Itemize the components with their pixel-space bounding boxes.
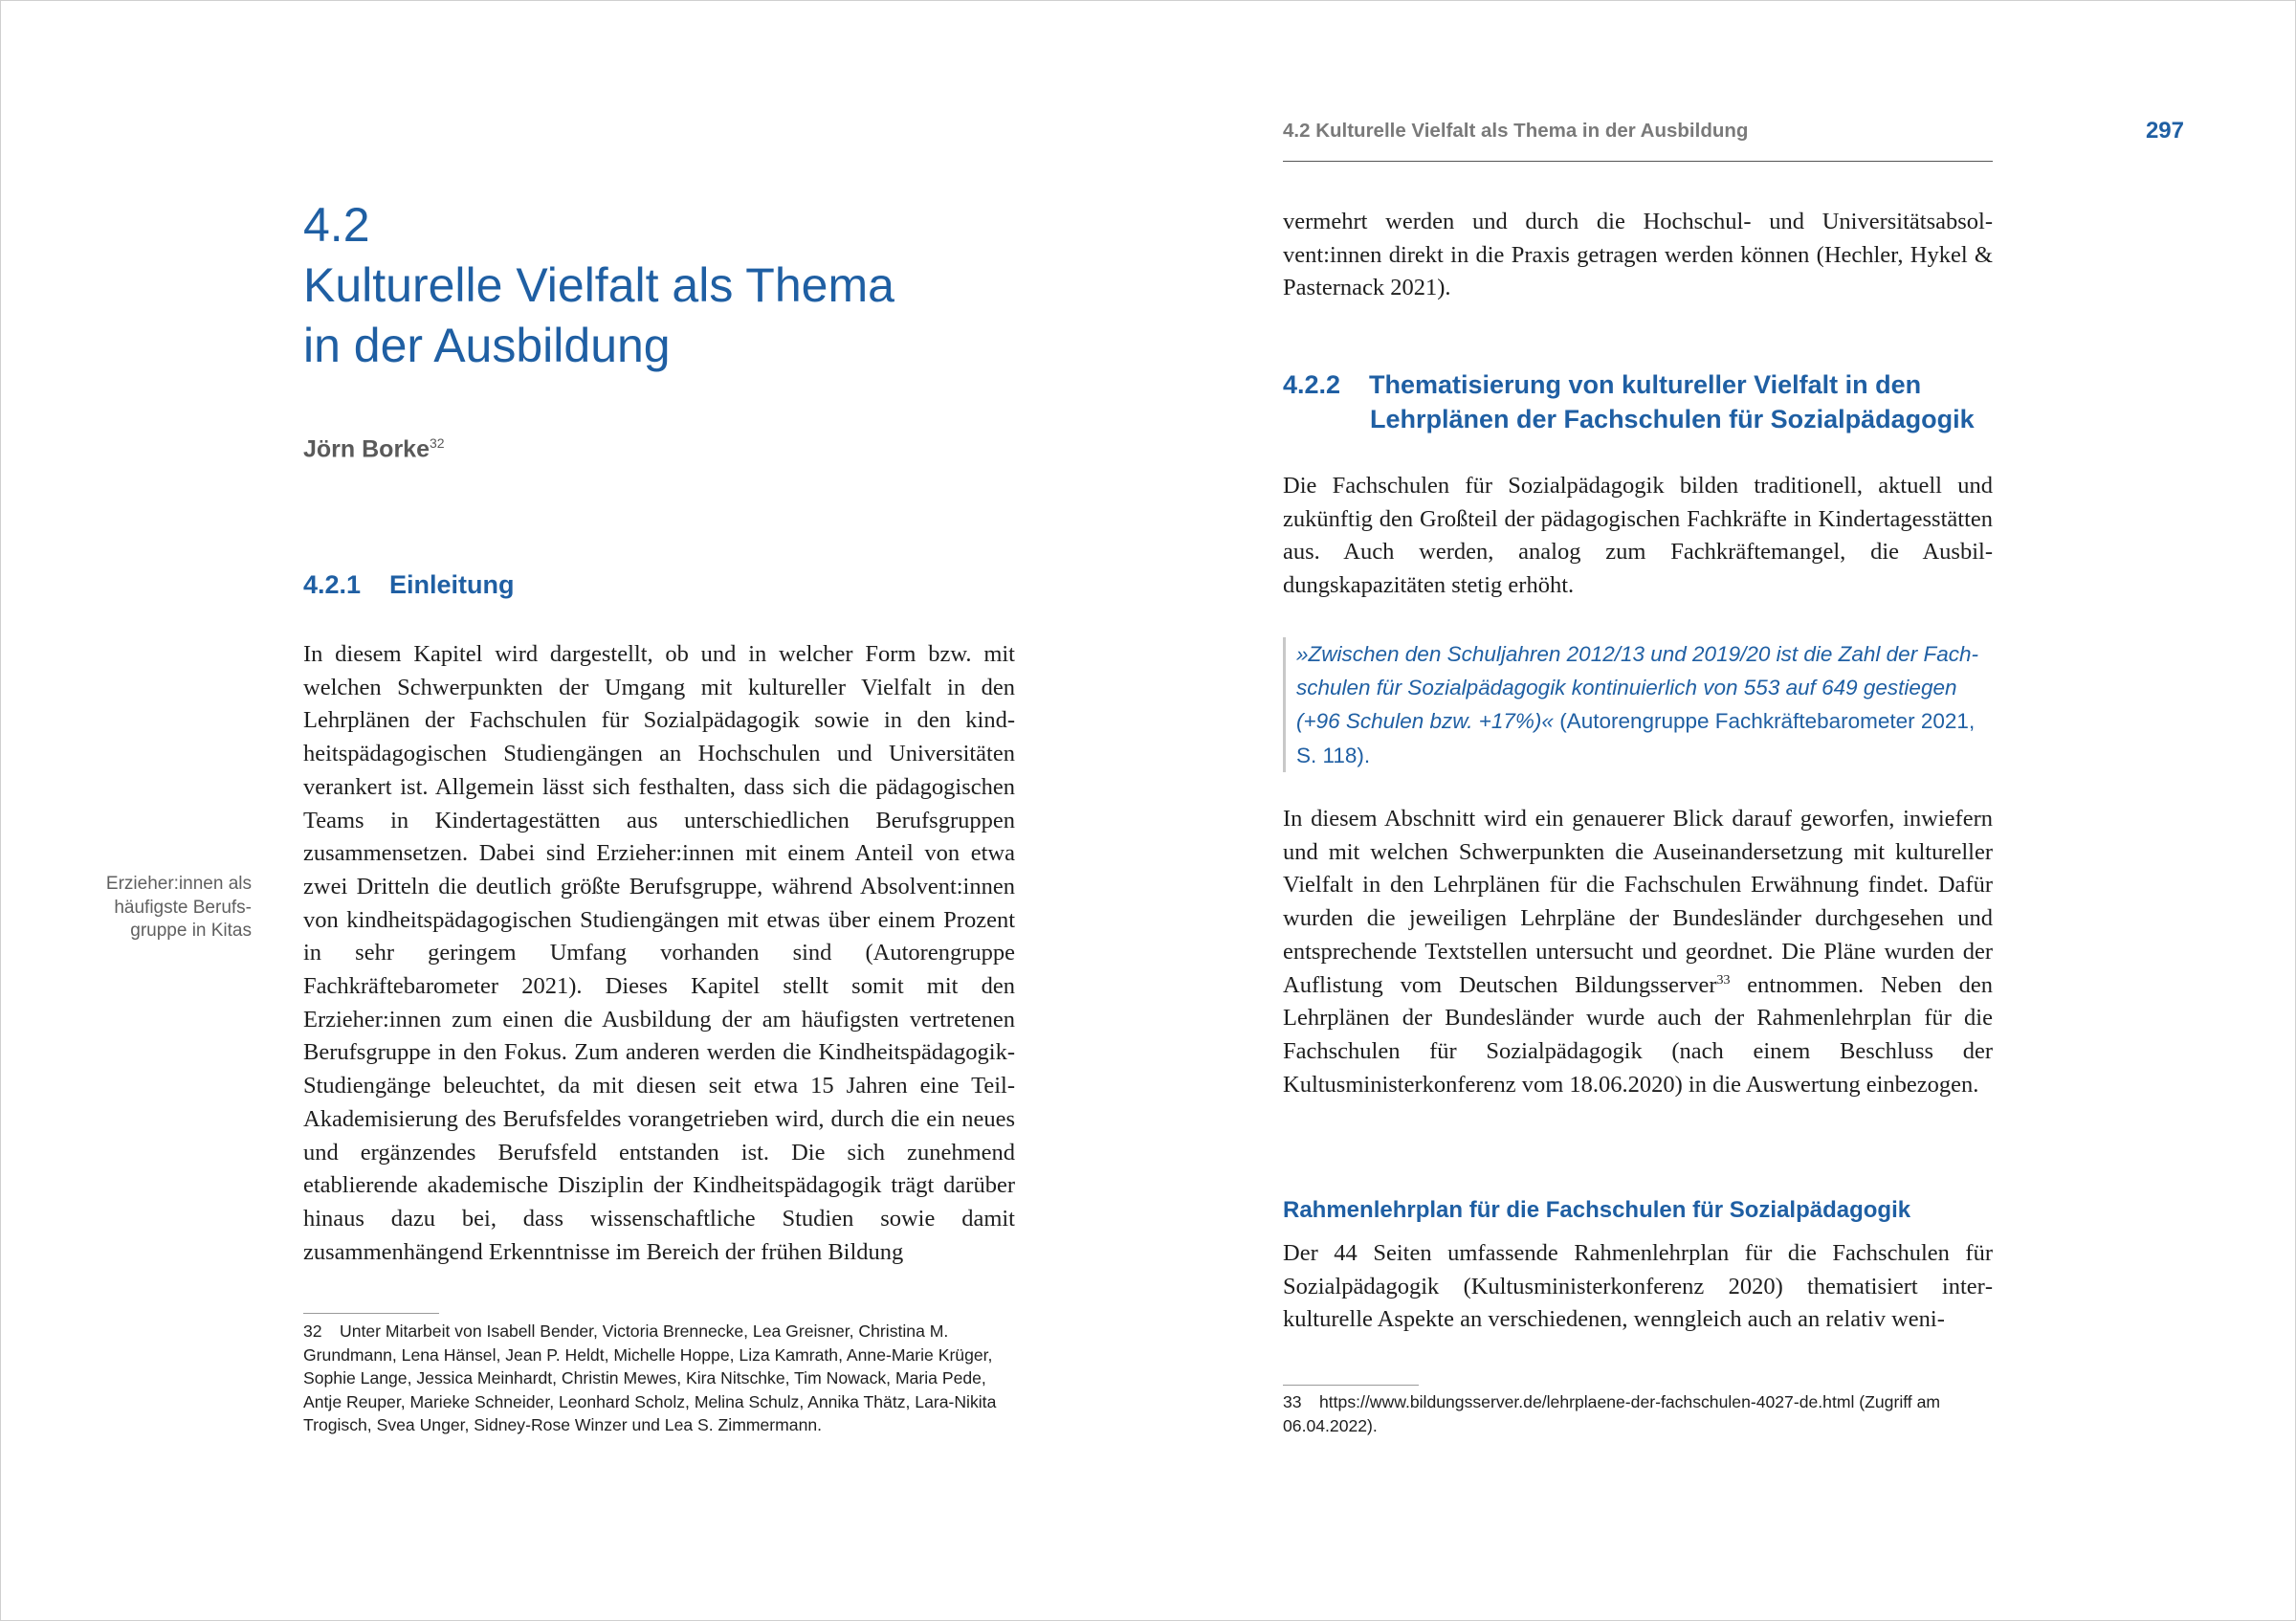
paragraph-text: In diesem Abschnitt wird ein genauerer Blick darauf geworfen, inwiefern und mit welchen Schwerpunkten die Auseinandersetzung mit kultureller Vielfalt in den Lehrplänen für die Fachschulen Erwähnung findet. Dafür wurden die jeweiligen Lehrpläne der Bundesländer durchgesehen und entsprechende Textstellen untersucht und geordnet. Die Pläne wurden der Auflistung vom Deutschen Bildungsserver: [1283, 806, 1993, 998]
left-page: [1, 1, 1148, 1620]
body-paragraph: [1283, 803, 1993, 1101]
section-title: Einleitung: [389, 570, 515, 599]
section-title-line-2: Lehrplänen der Fachschulen für Sozialpädagogik: [1370, 405, 1975, 433]
author-name: Jörn Borke: [303, 435, 430, 463]
margin-note: Erzieher:innen als häufigste Berufsgruppe in Kitas: [105, 874, 252, 942]
footnote-number: 32: [303, 1321, 322, 1341]
section-title-line-1: Thematisierung von kultureller Vielfalt in den: [1369, 370, 1922, 399]
body-paragraph: Der 44 Seiten umfassende Rahmenlehrplan für die Fachschulen für Sozialpädagogik (Kultusministerkonferenz 2020) thematisiert interkulturelle Aspekte an verschiedenen, wenngleich auch an relativ weni-: [1283, 1240, 1993, 1333]
quote-citation: (Autorengruppe Fachkräftebarometer 2021, S. 118).: [1296, 709, 1976, 767]
paragraph-text: entnommen. Neben den Lehrplänen der Bundesländer wurde auch der Rahmenlehrplan für die Fachschulen für Sozialpädagogik (nach einem Beschluss der Kultusministerkonferenz vom 18.06.2020) in die Auswertung einbezogen.: [1283, 971, 1993, 1098]
section-heading-4-2-2: [1283, 367, 2201, 436]
quote-text: »Zwischen den Schuljahren 2012/13 und 2019/20 ist die Zahl der Fachschulen für Sozialpädagogik kontinuierlich von 553 auf 649 gestiegen (+96 Schulen bzw. +17%)«: [1296, 642, 1978, 734]
section-number: 4.2.2: [1283, 370, 1341, 399]
author-line: [303, 435, 445, 463]
header-rule: [1283, 161, 1993, 162]
subheading: Rahmenlehrplan für die Fachschulen für Sozialpädagogik: [1283, 1197, 1911, 1223]
page-number: 297: [2145, 118, 2184, 144]
author-footnote-ref[interactable]: 32: [429, 435, 445, 451]
chapter-title-line-1: Kulturelle Vielfalt als Thema: [303, 258, 894, 312]
footnote-rule: [303, 1313, 439, 1314]
chapter-number: 4.2: [303, 198, 370, 252]
body-paragraph: Die Fachschulen für Sozialpädagogik bilden traditionell, aktuell und zukünftig den Großteil der pädagogischen Fachkräfte in Kindertagesstätten aus. Auch werden, analog zum Fachkräftemangel, die Ausbildungskapazitäten stetig erhöht.: [1283, 473, 1993, 599]
footnote-33: [1283, 1390, 1995, 1437]
chapter-title: [303, 195, 894, 376]
footnote-number: 33: [1283, 1392, 1302, 1411]
running-head: 4.2 Kulturelle Vielfalt als Thema in der Ausbildung: [1283, 120, 1749, 142]
body-paragraph-continued: vermehrt werden und durch die Hochschul- und Universitätsabsolvent:innen direkt in die Praxis getragen werden können (Hechler, Hykel & Pasternack 2021).: [1283, 209, 1993, 301]
footnote-rule: [1283, 1385, 1419, 1386]
body-paragraph: In diesem Kapitel wird dargestellt, ob und in welcher Form bzw. mit welchen Schwerpunkten der Umgang mit kultureller Vielfalt in den Lehrplänen der Fachschulen für Sozialpädagogik sowie in den kindheitspädagogischen Studiengängen an Hochschulen und Universitäten verankert ist. Allgemein lässt sich festhalten, dass sich die pädagogischen Teams in Kindertagestätten aus unterschiedlichen Berufsgruppen zusammensetzen. Dabei sind Erzieher:innen mit einem Anteil von etwa zwei Dritteln die deutlich größte Berufsgruppe, während Absolvent:innen von kindheitspädagogischen Studiengängen mit etwas über einem Prozent in sehr geringem Umfang vorhanden sind (Autorengruppe Fachkräftebarometer 2021). Dieses Kapitel stellt somit mit den Erzieher:innen zum einen die Ausbildung der am häufigsten vertretenen Berufsgruppe in den Fokus. Zum anderen werden die Kindheitspädagogik-Studiengänge beleuchtet, da mit diesen seit etwa 15 Jahren eine Teil-Akademisierung des Berufsfeldes vorangetrieben wird, durch die ein neues und ergänzendes Berufsfeld entstanden ist. Die sich zunehmend etablierende akademische Disziplin der Kindheitspädagogik trägt darüber hinaus dazu bei, dass wissenschaftliche Studien sowie damit zusammenhängend Erkenntnisse im Bereich der frühen Bildung: [303, 641, 1015, 1265]
footnote-text: Unter Mitarbeit von Isabell Bender, Victoria Brennecke, Lea Greisner, Christina M. Grundmann, Lena Hänsel, Jean P. Heldt, Michelle Hoppe, Liza Kamrath, Anne-Marie Krüger, Sophie Lange, Jessica Meinhardt, Christin Mewes, Kira Nitschke, Tim Nowack, Maria Pede, Antje Reuper, Marieke Schneider, Leonhard Scholz, Melina Schulz, Annika Thätz, Lara-Nikita Trogisch, Svea Unger, Sidney-Rose Winzer und Lea S. Zimmermann.: [303, 1321, 997, 1435]
block-quote: [1283, 637, 1993, 772]
footnote-link[interactable]: https://www.bildungsserver.de/lehrplaene-der-fachschulen-4027-de.html (Zugriff am 06.04.2022).: [1283, 1392, 1941, 1435]
section-heading-4-2-1: [303, 567, 515, 602]
footnote-32: [303, 1320, 1011, 1437]
section-number: 4.2.1: [303, 570, 362, 599]
chapter-title-line-2: in der Ausbildung: [303, 319, 671, 372]
footnote-ref-33[interactable]: 33: [1716, 972, 1731, 988]
right-page: [1149, 1, 2295, 1620]
